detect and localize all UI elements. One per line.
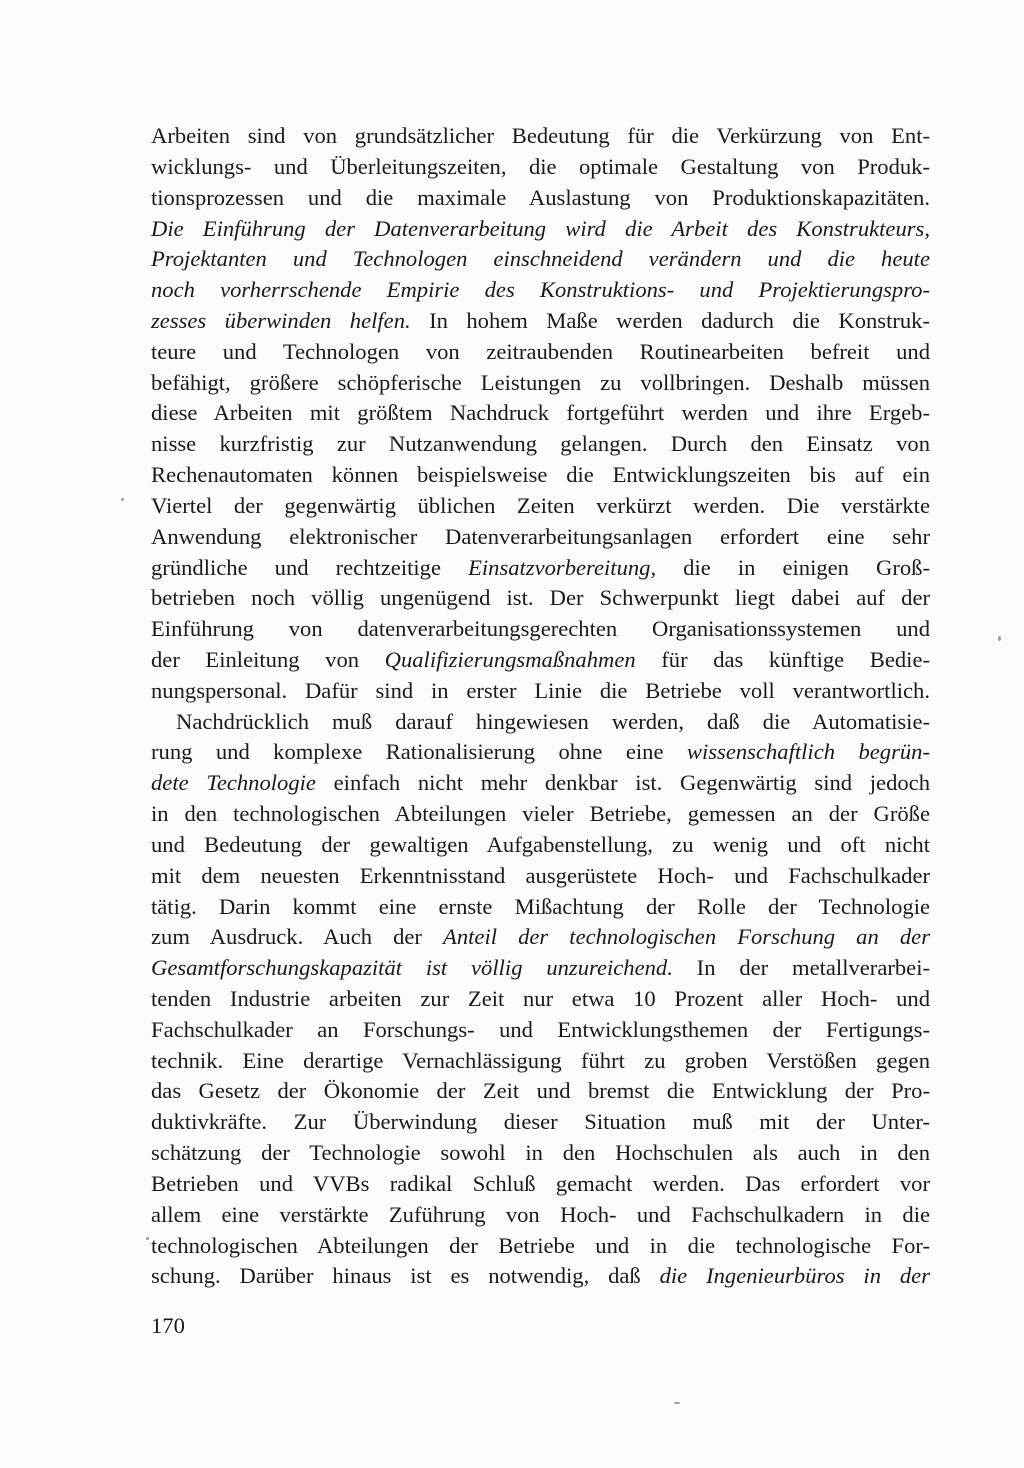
text-segment: Anwendung elektronischer Datenverarbeitungsanlagen erfordert eine sehr <box>151 523 930 549</box>
text-line <box>151 366 930 400</box>
text-line <box>151 581 930 615</box>
text-line <box>151 1044 930 1078</box>
text-line <box>151 489 930 523</box>
text-line <box>151 304 930 338</box>
text-line <box>151 828 930 862</box>
text-line <box>151 396 930 430</box>
text-segment: einfach nicht mehr denkbar ist. Gegenwärtig sind jedoch <box>315 770 930 796</box>
text-segment: duktivkräfte. Zur Überwindung dieser Situation muß mit der Unter- <box>151 1109 930 1135</box>
text-line <box>151 735 930 769</box>
text-segment: tionsprozessen und die maximale Auslastung von Produktionskapazitäten. <box>151 184 930 210</box>
text-segment: wicklungs- und Überleitungszeiten, die optimale Gestaltung von Produk- <box>151 153 930 179</box>
text-segment: In der metallverarbei- <box>672 955 930 981</box>
text-segment: Einführung von datenverarbeitungsgerechten Organisationssystemen und <box>151 616 930 642</box>
text-line <box>151 458 930 492</box>
italic-text-segment: Einsatzvorbereitung, <box>468 554 657 580</box>
text-segment: tätig. Darin kommt eine ernste Mißachtung der Rolle der Technologie <box>151 893 930 919</box>
scan-speck <box>146 1237 149 1240</box>
text-segment: Arbeiten sind von grundsätzlicher Bedeutung für die Verkürzung von Ent- <box>151 123 930 148</box>
text-line <box>151 1105 930 1139</box>
text-line <box>151 982 930 1016</box>
text-line <box>151 427 930 461</box>
italic-text-segment: die Ingenieurbüros in der <box>659 1263 930 1289</box>
text-segment: diese Arbeiten mit größtem Nachdruck fortgeführt werden und ihre Ergeb- <box>151 400 930 426</box>
italic-text-segment: noch vorherrschende Empirie des Konstruktions- und Projektierungspro- <box>151 277 930 303</box>
text-segment: technik. Eine derartige Vernachlässigung führt zu groben Verstößen gegen <box>151 1047 930 1073</box>
text-line <box>151 119 930 153</box>
text-line <box>151 242 930 276</box>
text-line <box>151 643 930 677</box>
text-line <box>151 212 930 246</box>
text-segment: Betrieben und VVBs radikal Schluß gemacht werden. Das erfordert vor <box>151 1170 930 1196</box>
text-segment: allem eine verstärkte Zuführung von Hoch- und Fachschulkadern in die <box>151 1201 930 1227</box>
italic-text-segment: Projektanten und Technologen einschneidend verändern und die heute <box>151 246 930 272</box>
scan-speck <box>674 1402 680 1404</box>
text-line <box>151 920 930 954</box>
text-line <box>151 1013 930 1047</box>
scan-speck <box>998 636 1001 641</box>
text-line <box>151 1229 930 1263</box>
text-line <box>151 674 930 708</box>
text-segment: der Einleitung von <box>151 646 385 672</box>
italic-text-segment: Die Einführung der Datenverarbeitung wird die Arbeit des Konstrukteurs, <box>151 215 930 241</box>
text-segment: nungspersonal. Dafür sind in erster Linie die Betriebe voll verantwortlich. <box>151 677 930 703</box>
italic-text-segment: Gesamtforschungskapazität ist völlig unzureichend. <box>151 955 673 981</box>
text-segment: nisse kurzfristig zur Nutzanwendung gelangen. Durch den Einsatz von <box>151 431 930 457</box>
italic-text-segment: wissenschaftlich begrün- <box>686 739 930 765</box>
text-segment: schätzung der Technologie sowohl in den Hochschulen als auch in den <box>151 1140 930 1166</box>
text-line <box>151 766 930 800</box>
text-line <box>151 859 930 893</box>
text-segment: die in einigen Groß- <box>656 554 930 580</box>
text-segment: mit dem neuesten Erkenntnisstand ausgerüstete Hoch- und Fachschulkader <box>151 862 930 888</box>
text-segment: Fachschulkader an Forschungs- und Entwicklungsthemen der Fertigungs- <box>151 1016 930 1042</box>
text-line <box>151 551 930 585</box>
text-segment: teure und Technologen von zeitraubenden Routinearbeiten befreit und <box>151 338 930 364</box>
text-segment: Viertel der gegenwärtig üblichen Zeiten verkürzt werden. Die verstärkte <box>151 492 930 518</box>
text-segment: In hohem Maße werden dadurch die Konstruk- <box>410 307 930 333</box>
page-number: 170 <box>151 1313 185 1338</box>
text-line <box>151 181 930 215</box>
italic-text-segment: dete Technologie <box>151 770 316 796</box>
text-segment: für das künftige Bedie- <box>635 646 930 672</box>
text-line <box>151 797 930 831</box>
text-line <box>151 150 930 184</box>
italic-text-segment: zesses überwinden helfen. <box>151 307 411 333</box>
text-segment: rung und komplexe Rationalisierung ohne eine <box>151 739 687 765</box>
text-line <box>151 273 930 307</box>
text-segment: gründliche und rechtzeitige <box>151 554 469 580</box>
text-segment: tenden Industrie arbeiten zur Zeit nur etwa 10 Prozent aller Hoch- und <box>151 986 930 1011</box>
italic-text-segment: Anteil der technologischen Forschung an der <box>443 924 930 950</box>
text-segment: technologischen Abteilungen der Betriebe und in die technologische For- <box>151 1232 930 1258</box>
text-segment: Rechenautomaten können beispielsweise die Entwicklungszeiten bis auf ein <box>151 462 930 487</box>
text-line <box>151 520 930 554</box>
text-line <box>151 1136 930 1170</box>
text-line <box>151 1198 930 1232</box>
text-segment: zum Ausdruck. Auch der <box>151 924 444 950</box>
text-line <box>151 951 930 985</box>
text-line <box>151 1167 930 1201</box>
italic-text-segment: Qualifizierungsmaßnahmen <box>384 646 636 672</box>
text-segment: betrieben noch völlig ungenügend ist. Der Schwerpunkt liegt dabei auf der <box>151 585 930 611</box>
text-segment: schung. Darüber hinaus ist es notwendig, daß <box>151 1263 660 1289</box>
text-segment: und Bedeutung der gewaltigen Aufgabenstellung, zu wenig und oft nicht <box>151 831 930 857</box>
text-line <box>151 890 930 924</box>
text-line <box>176 705 930 739</box>
text-line <box>151 1074 930 1108</box>
scan-speck <box>121 498 124 501</box>
text-segment: das Gesetz der Ökonomie der Zeit und bremst die Entwicklung der Pro- <box>151 1078 930 1104</box>
text-segment: in den technologischen Abteilungen vieler Betriebe, gemessen an der Größe <box>151 801 930 826</box>
text-line <box>151 612 930 646</box>
text-line <box>151 335 930 369</box>
text-segment: Nachdrücklich muß darauf hingewiesen werden, daß die Automatisie- <box>176 708 930 734</box>
text-segment: befähigt, größere schöpferische Leistungen zu vollbringen. Deshalb müssen <box>151 369 930 395</box>
text-line <box>151 1259 930 1293</box>
